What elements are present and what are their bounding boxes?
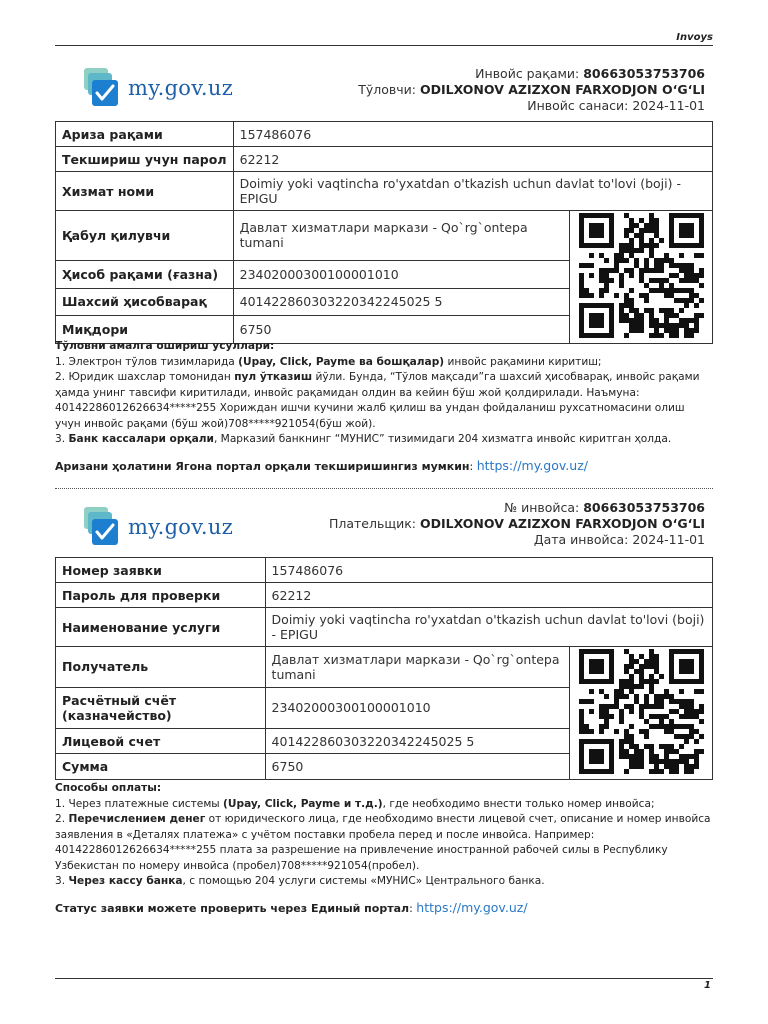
methods-title: Тўловни амалга ошириш усуллари: <box>55 340 275 352</box>
payer-name: ODILXONOV AZIZXON FARXODJON O‘G‘LI <box>420 82 705 97</box>
page-number: 1 <box>704 980 711 991</box>
row-value: Doimiy yoki vaqtincha ro'yxatdan o'tkazish uchun davlat to'lovi (boji) - EPIGU <box>233 172 712 211</box>
logo <box>84 68 233 108</box>
row-value: Doimiy yoki vaqtincha ro'yxatdan o'tkazish uchun davlat to'lovi (boji) - EPIGU <box>265 608 712 647</box>
invoice-date-label: Инвойс санаси: <box>527 98 629 113</box>
row-label: Лицевой счет <box>56 728 266 754</box>
invoice-number: 80663053753706 <box>583 66 705 81</box>
method-1: 1. Электрон тўлов тизимларида (Upay, Click, Payme ва бошқалар) инвойс рақамини киритиш; <box>55 355 602 368</box>
portal-line: Аризани ҳолатини Ягона портал орқали текширишингиз мумкин: https://my.gov.uz/ <box>55 457 588 473</box>
invoice-table-uz <box>55 121 713 344</box>
row-label: Ариза рақами <box>56 122 234 147</box>
qr-code-cell <box>570 211 713 344</box>
invoice-date-label: Дата инвойса: <box>533 532 629 547</box>
invoice-number-label: № инвойса: <box>504 500 580 515</box>
row-label: Хизмат номи <box>56 172 234 211</box>
row-value: Давлат хизматлари маркази - Qo`rg`ontepa tumani <box>233 211 569 261</box>
row-value: 157486076 <box>233 122 712 147</box>
row-value: 23402000300100001010 <box>265 687 569 728</box>
qr-code-graphic <box>579 649 704 774</box>
row-label: Получатель <box>56 647 266 688</box>
invoice-number-label: Инвойс рақами: <box>475 66 580 81</box>
cut-line <box>55 488 713 489</box>
invoice-date: 2024-11-01 <box>632 98 705 113</box>
row-label: Сумма <box>56 754 266 780</box>
payer-label: Плательщик: <box>328 516 417 531</box>
row-value: 62212 <box>233 147 712 172</box>
bottom-rule <box>55 978 713 979</box>
invoice-info-uz <box>358 66 705 114</box>
invoice-table-ru <box>55 557 713 780</box>
qr-code-cell <box>570 647 713 780</box>
row-value: 401422860303220342245025 5 <box>265 728 569 754</box>
method-2: 2. Юридик шахслар томонидан пул ўтказиш йўли. Бунда, “Тўлов мақсади”га шахсий ҳисобварақ, инвойс рақами ҳамда унинг тавсифи киритилади, инвойс рақамидан олдин ва кейин бўш жой қолдирилади. Наъмуна: 40142286012626634*****255 Хориждан ишчи кучини жалб қилиш ва ундан фойдаланиш рухсатномасини олиш учун инвойс рақами (бўш жой)708*****921054(бўш жой). <box>55 371 700 430</box>
payment-methods-uz <box>55 339 713 474</box>
top-rule <box>55 45 713 46</box>
row-label: Миқдори <box>56 316 234 344</box>
row-label: Ҳисоб рақами (ғазна) <box>56 260 234 288</box>
row-label: Номер заявки <box>56 558 266 583</box>
row-value: 62212 <box>265 583 712 608</box>
invoice-date: 2024-11-01 <box>632 532 705 547</box>
row-value: 6750 <box>233 316 569 344</box>
portal-link[interactable]: https://my.gov.uz/ <box>476 457 588 473</box>
my-gov-uz-logo-icon <box>84 507 122 547</box>
row-value: 401422860303220342245025 5 <box>233 288 569 316</box>
row-label: Шахсий ҳисобварақ <box>56 288 234 316</box>
row-label: Наименование услуги <box>56 608 266 647</box>
method-3: 3. Банк кассалари орқали, Марказий банкнинг “МУНИС” тизимидаги 204 хизматга инвойс киритган ҳолда. <box>55 433 672 445</box>
row-label: Расчётный счёт (казначейство) <box>56 687 266 728</box>
portal-link[interactable]: https://my.gov.uz/ <box>416 899 528 915</box>
invoice-number: 80663053753706 <box>583 500 705 515</box>
portal-line: Статус заявки можете проверить через Единый портал: https://my.gov.uz/ <box>55 899 528 915</box>
payment-methods-ru <box>55 781 713 916</box>
qr-code-icon <box>576 213 706 341</box>
my-gov-uz-logo-icon <box>84 68 122 108</box>
invoice-info-ru <box>329 500 705 548</box>
logo-text: my.gov.uz <box>128 515 234 539</box>
qr-code-icon <box>576 649 706 777</box>
row-value: 6750 <box>265 754 569 780</box>
payer-name: ODILXONOV AZIZXON FARXODJON O‘G‘LI <box>420 516 705 531</box>
methods-title: Способы оплаты: <box>55 782 162 794</box>
row-label: Қабул қилувчи <box>56 211 234 261</box>
row-value: Давлат хизматлари маркази - Qo`rg`ontepa tumani <box>265 647 569 688</box>
payer-label: Тўловчи: <box>358 82 417 97</box>
row-value: 157486076 <box>265 558 712 583</box>
row-value: 23402000300100001010 <box>233 260 569 288</box>
method-1: 1. Через платежные системы (Upay, Click, Payme и т.д.), где необходимо внести только номер инвойса; <box>55 797 655 810</box>
logo-text: my.gov.uz <box>128 76 234 100</box>
logo <box>84 507 233 547</box>
qr-code-graphic <box>579 213 704 338</box>
method-2: 2. Перечислением денег от юридического лица, где необходимо внести лицевой счет, описание и номер инвойса заявления в «Деталях платежа» с учётом поставки пробела перед и после инвойса. Например: 40142286012626634*****255 плата за разрешение на привлечение иностранной рабочей силы в Республику Узбекистан по номеру инвойса (пробел)708*****921054(пробел). <box>55 813 711 872</box>
row-label: Текшириш учун парол <box>56 147 234 172</box>
row-label: Пароль для проверки <box>56 583 266 608</box>
page-header-label: Invoys <box>676 32 713 43</box>
method-3: 3. Через кассу банка, с помощью 204 услуги системы «МУНИС» Центрального банка. <box>55 875 545 887</box>
